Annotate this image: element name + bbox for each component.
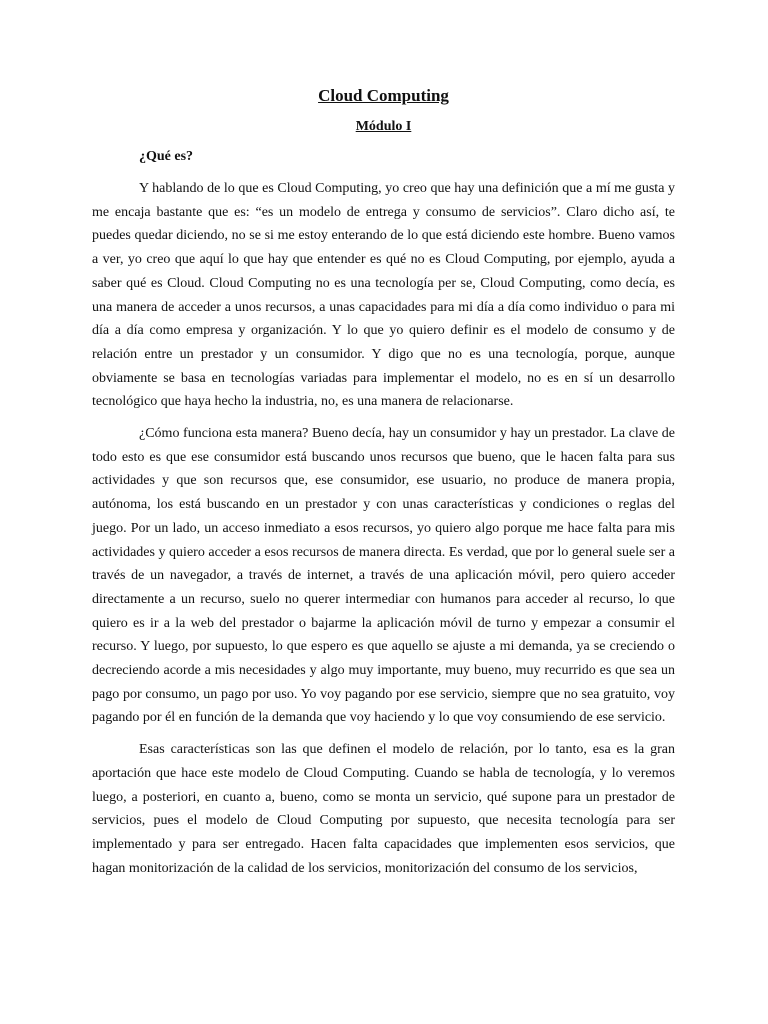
section-heading: ¿Qué es? bbox=[139, 149, 194, 164]
paragraph-3: Esas características son las que definen el modelo de relación, por lo tanto, esa es la gran aportación que hace este modelo de Cloud Computing. Cuando se habla de tecnología, y lo veremos luego, a posteriori, en cuanto a, bueno, como se monta un servicio, qué supone para un prestador de servicios, pues el modelo de Cloud Computing por supuesto, que necesita tecnología para ser implementado y para ser entregado. Hacen falta capacidades que implementen esos servicios, que hagan monitorización de la calidad de los servicios, monitorización del consumo de los servicios, bbox=[92, 742, 675, 876]
paragraph-1: Y hablando de lo que es Cloud Computing, yo creo que hay una definición que a mí me gusta y me encaja bastante que es: “es un modelo de entrega y consumo de servicios”. Claro dicho así, te puedes quedar diciendo, no se si me estoy enterando de lo que está diciendo este hombre. Bueno vamos a ver, yo creo que aquí lo que hay que entender es qué no es Cloud Computing, por ejemplo, ayuda a saber qué es Cloud. Cloud Computing no es una tecnología per se, Cloud Computing, como decía, es una manera de acceder a unos recursos, a unas capacidades para mi día a día como individuo o para mi día a día como empresa y organización. Y lo que yo quiero definir es el modelo de consumo y de relación entre un prestador y un consumidor. Y digo que no es una tecnología, porque, aunque obviamente se basa en tecnologías variadas para implementar el modelo, no es en sí un desarrollo tecnológico que haya hecho la industria, no, es una manera de relacionarse. bbox=[92, 181, 675, 410]
document-title: Cloud Computing bbox=[318, 86, 449, 105]
paragraph-2: ¿Cómo funciona esta manera? Bueno decía, hay un consumidor y hay un prestador. La clave de todo esto es que ese consumidor está buscando unos recursos que bueno, que le hacen falta para sus actividades y que son recursos que, ese consumidor, ese usuario, no produce de manera propia, autónoma, los está buscando en un prestador y con unas características y condiciones o reglas del juego. Por un lado, un acceso inmediato a esos recursos, yo quiero algo porque me hace falta para mis actividades y quiero acceder a esos recursos de manera directa. Es verdad, que por lo general suele ser a través de un navegador, a través de internet, a través de una aplicación móvil, pero quiero acceder directamente a un recurso, suelo no querer intermediar con humanos para acceder al recurso, lo que quiero es ir a la web del prestador o bajarme la aplicación móvil de turno y empezar a consumir el recurso. Y luego, por supuesto, lo que espero es que aquello se ajuste a mi demanda, ya se creciendo o decreciendo acorde a mis necesidades y algo muy importante, muy bueno, muy recurrido es que sea un pago por consumo, un pago por uso. Yo voy pagando por ese servicio, siempre que no sea gratuito, voy pagando por él en función de la demanda que voy haciendo y lo que voy consumiendo de ese servicio. bbox=[92, 426, 675, 726]
module-subtitle: Módulo I bbox=[355, 119, 412, 134]
document-page bbox=[92, 84, 675, 888]
